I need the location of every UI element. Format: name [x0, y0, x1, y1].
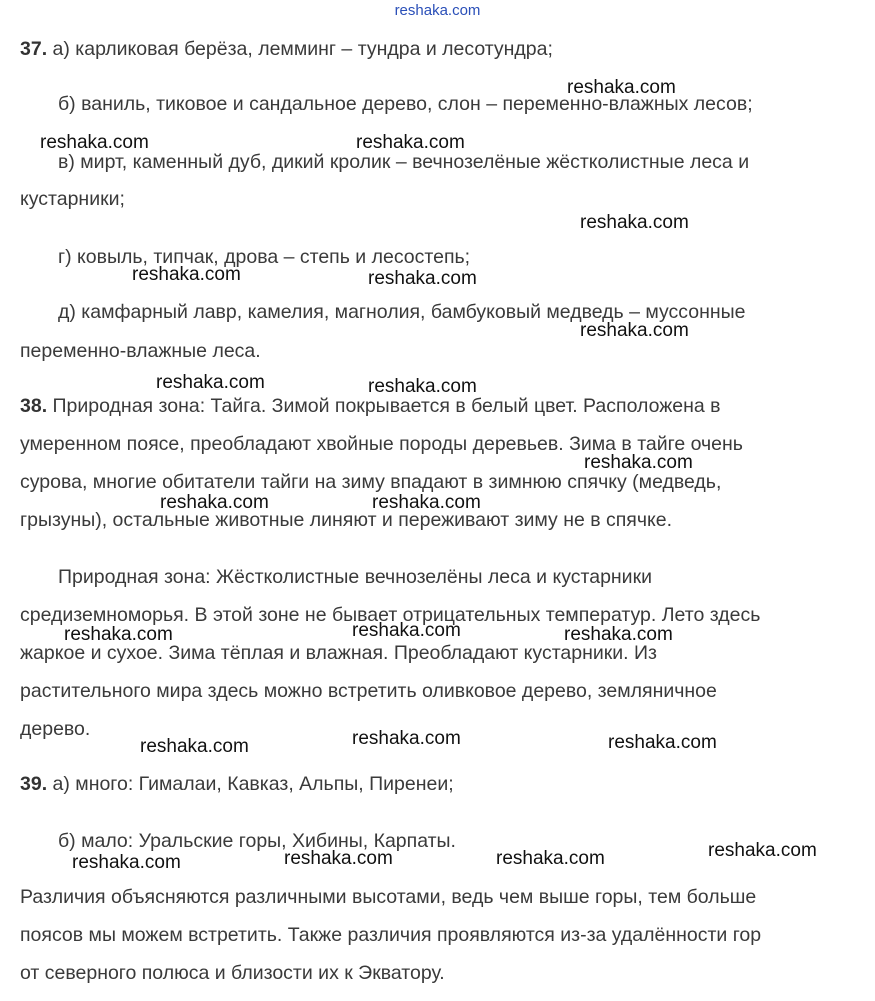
- watermark-text: reshaka.com: [368, 376, 477, 397]
- watermark-text: reshaka.com: [496, 848, 605, 869]
- answer-number: 38.: [20, 395, 48, 417]
- answer-39-explanation-line-2: поясов мы можем встретить. Также различия проявляются из-за удалённости гор: [20, 924, 762, 946]
- answer-37d-line: г) ковыль, типчак, дрова – степь и лесостепь;: [58, 246, 471, 268]
- watermark-text: reshaka.com: [368, 268, 477, 289]
- answer-number: 39.: [20, 773, 48, 795]
- watermark-text: reshaka.com: [40, 132, 149, 153]
- watermark-text: reshaka.com: [352, 620, 461, 641]
- answer-39-explanation-line-3: от северного полюса и близости их к Экватору.: [20, 962, 445, 984]
- answer-37b-line: б) ваниль, тиковое и сандальное дерево, слон – переменно-влажных лесов;: [58, 93, 753, 115]
- answer-38-line-4: грызуны), остальные животные линяют и переживают зиму не в спячке.: [20, 509, 673, 531]
- watermark-text: reshaka.com: [132, 264, 241, 285]
- watermark-text: reshaka.com: [708, 840, 817, 861]
- watermark-text: reshaka.com: [72, 852, 181, 873]
- watermark-text: reshaka.com: [284, 848, 393, 869]
- answer-38-paragraph2-line-4: растительного мира здесь можно встретить оливковое дерево, земляничное: [20, 680, 717, 702]
- watermark-text: reshaka.com: [580, 212, 689, 233]
- watermark-text: reshaka.com: [584, 452, 693, 473]
- site-header-link[interactable]: reshaka.com: [394, 2, 481, 19]
- answer-37c-continued-line: кустарники;: [20, 188, 125, 210]
- answer-text: а) много: Гималаи, Кавказ, Альпы, Пиренеи;: [47, 773, 454, 795]
- answer-37c-line: в) мирт, каменный дуб, дикий кролик – вечнозелёные жёстколистные леса и: [58, 151, 750, 173]
- answer-37e-continued-line: переменно-влажные леса.: [20, 340, 261, 362]
- watermark-text: reshaka.com: [64, 624, 173, 645]
- watermark-text: reshaka.com: [608, 732, 717, 753]
- answer-38-paragraph2-line-5: дерево.: [20, 718, 91, 740]
- watermark-text: reshaka.com: [156, 372, 265, 393]
- answer-number: 37.: [20, 38, 48, 60]
- answer-text: а) карликовая берёза, лемминг – тундра и лесотундра;: [47, 38, 553, 60]
- watermark-text: reshaka.com: [372, 492, 481, 513]
- watermark-text: reshaka.com: [567, 77, 676, 98]
- watermark-text: reshaka.com: [140, 736, 249, 757]
- answer-37e-line: д) камфарный лавр, камелия, магнолия, бамбуковый медведь – муссонные: [58, 301, 746, 323]
- watermark-text: reshaka.com: [160, 492, 269, 513]
- watermark-text: reshaka.com: [580, 320, 689, 341]
- watermark-text: reshaka.com: [356, 132, 465, 153]
- answer-38-paragraph2-line-3: жаркое и сухое. Зима тёплая и влажная. Преобладают кустарники. Из: [20, 642, 657, 664]
- watermark-text: reshaka.com: [352, 728, 461, 749]
- answer-39-explanation-line-1: Различия объясняются различными высотами, ведь чем выше горы, тем больше: [20, 886, 757, 908]
- answer-38-line-3: сурова, многие обитатели тайги на зиму впадают в зимнюю спячку (медведь,: [20, 471, 722, 493]
- answer-38-paragraph2-line-2: средиземноморья. В этой зоне не бывает отрицательных температур. Лето здесь: [20, 604, 761, 626]
- answer-text: Природная зона: Тайга. Зимой покрывается в белый цвет. Расположена в: [47, 395, 721, 417]
- answer-37a-line: [20, 37, 553, 61]
- answer-39a-line: [20, 772, 454, 796]
- answer-38-line-2: умеренном поясе, преобладают хвойные породы деревьев. Зима в тайге очень: [20, 433, 743, 455]
- watermark-text: reshaka.com: [564, 624, 673, 645]
- answer-39b-line: б) мало: Уральские горы, Хибины, Карпаты.: [58, 830, 456, 852]
- answer-38-paragraph2-line-1: Природная зона: Жёстколистные вечнозелёны леса и кустарники: [58, 566, 652, 588]
